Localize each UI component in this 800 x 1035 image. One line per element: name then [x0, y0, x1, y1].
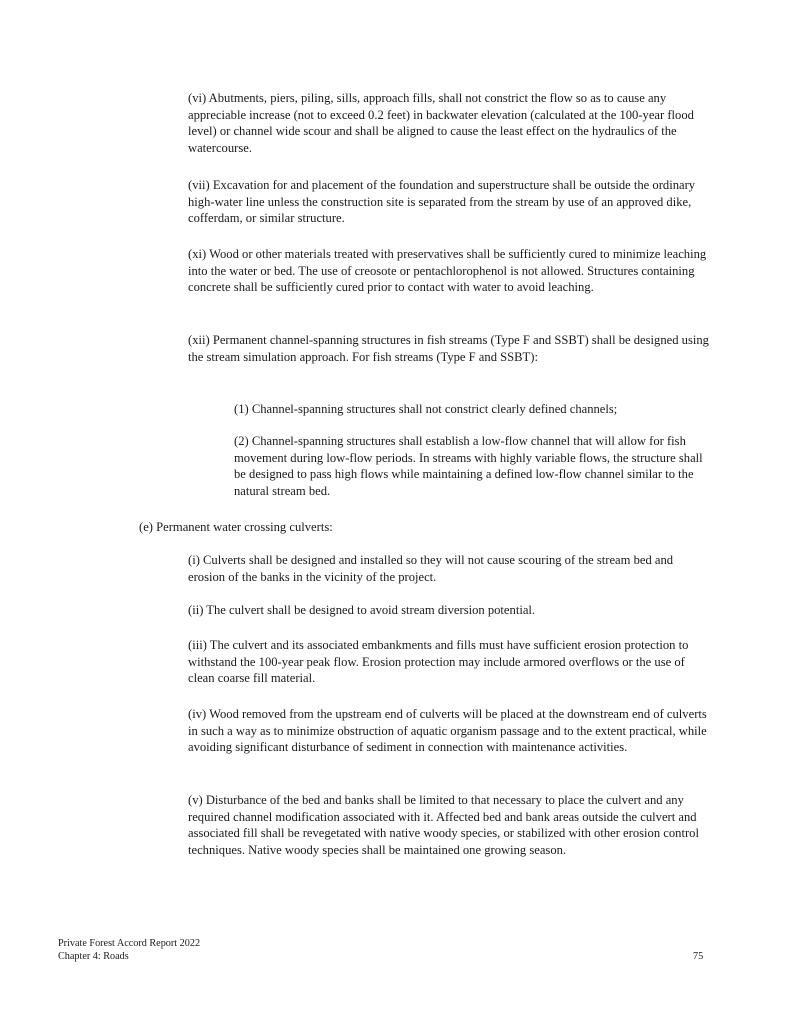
paragraph-2-low-flow-channel: (2) Channel-spanning structures shall establish a low-flow channel that will allow for fish movement during low-flow periods. In streams with highly variable flows, the structure shall be designed to pass high flows while maintaining a defined low-flow channel similar to the natural stream bed.	[234, 434, 703, 498]
paragraph-vi-abutments: (vi) Abutments, piers, piling, sills, approach fills, shall not constrict the flow so as to cause any appreciable increase (not to exceed 0.2 feet) in backwater elevation (calculated at the 100-year flood level) or channel wide scour and shall be aligned to cause the least effect on the hydraulics of the watercourse.	[188, 91, 694, 155]
page-number: 75	[693, 951, 704, 962]
paragraph-ii-stream-diversion: (ii) The culvert shall be designed to avoid stream diversion potential.	[188, 603, 536, 617]
paragraph-vii-excavation: (vii) Excavation for and placement of the foundation and superstructure shall be outside the ordinary high-water line unless the construction site is separated from the stream by use of an approved dike, cofferdam, or similar structure.	[188, 178, 696, 226]
paragraph-iii-erosion-protection: (iii) The culvert and its associated embankments and fills must have sufficient erosion protection to withstand the 100-year peak flow. Erosion protection may include armored overflows or the use of clean coarse fill material.	[188, 638, 689, 686]
paragraph-iv-wood-removed: (iv) Wood removed from the upstream end of culverts will be placed at the downstream end of culverts in such a way as to minimize obstruction of aquatic organism passage and to the extent practical, while avoiding significant disturbance of sediment in connection with maintenance activities.	[188, 707, 707, 755]
section-heading-e-culverts: (e) Permanent water crossing culverts:	[139, 520, 333, 534]
footer-report-title: Private Forest Accord Report 2022	[58, 938, 201, 949]
paragraph-xii-channel-spanning: (xii) Permanent channel-spanning structures in fish streams (Type F and SSBT) shall be designed using the stream simulation approach. For fish streams (Type F and SSBT):	[188, 333, 709, 364]
paragraph-v-bed-disturbance: (v) Disturbance of the bed and banks shall be limited to that necessary to place the culvert and any required channel modification associated with it. Affected bed and bank areas outside the culvert and associated fill shall be revegetated with native woody species, or stabilized with other erosion control techniques. Native woody species shall be maintained one growing season.	[188, 793, 699, 857]
paragraph-1-constrict-channels: (1) Channel-spanning structures shall not constrict clearly defined channels;	[234, 402, 618, 416]
paragraph-i-culvert-scouring: (i) Culverts shall be designed and installed so they will not cause scouring of the stream bed and erosion of the banks in the vicinity of the project.	[188, 553, 674, 584]
paragraph-xi-wood-preservatives: (xi) Wood or other materials treated with preservatives shall be sufficiently cured to minimize leaching into the water or bed. The use of creosote or pentachlorophenol is not allowed. Structures containing concrete shall be sufficiently cured prior to contact with water to avoid leaching.	[188, 247, 707, 295]
footer-chapter: Chapter 4: Roads	[58, 951, 129, 962]
